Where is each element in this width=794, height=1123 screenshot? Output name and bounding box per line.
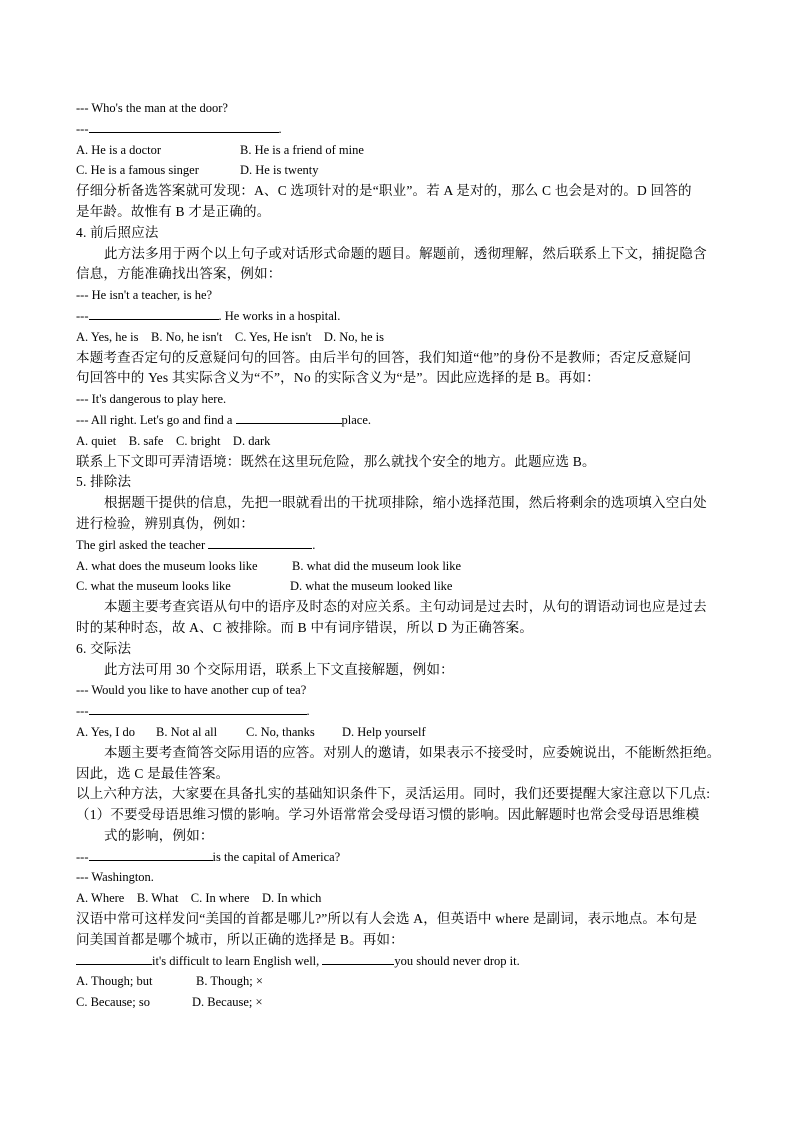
options-row [76,971,718,992]
section-heading: 4. 前后照应法 [76,224,159,240]
intro-line: 此方法多用于两个以上句子或对话形式命题的题目。解题前，透彻理解，然后联系上下文，捕捉隐含 [104,245,707,261]
options-row [76,722,718,743]
dialogue-text: . He works in a hospital. [218,308,341,323]
explanation-line: 句回答中的 Yes 其实际含义为“不”，No 的实际含义为“是”。因此应选择的是 B。再如： [76,370,600,386]
option-b: B. what did the museum look like [292,558,462,573]
intro-line: 根据题干提供的信息，先把一眼就看出的干扰项排除，缩小选择范围，然后将剩余的选项填入空白处 [104,495,707,511]
question-text: you should never drop it. [394,953,520,968]
section-heading: 6. 交际法 [76,640,132,656]
question-text: it's difficult to learn English well, [152,953,320,968]
option-a: A. He is a doctor [76,142,162,157]
explanation-line: 时的某种时态，故 A、C 被排除。而 B 中有词序错误，所以 D 为正确答案。 [76,619,534,635]
option-d: D. Help yourself [342,724,426,739]
explanation-line: 联系上下文即可弄清语境：既然在这里玩危险，那么就找个安全的地方。此题应选 B。 [76,453,596,469]
options-row: A. Where B. What C. In where D. In which [76,891,322,906]
options-row [76,160,718,181]
options-row [76,992,718,1013]
dialogue-dash: --- [76,121,89,136]
explanation-line: 本题考查否定句的反意疑问句的回答。由后半句的回答，我们知道“他”的身份不是教师；否定反意疑问 [76,349,692,365]
explanation-line: 本题主要考查宾语从句中的语序及时态的对应关系。主句动词是过去时，从句的谓语动词也应是过去 [104,599,707,615]
explanation-line: 本题主要考查简答交际用语的应答。对别人的邀请，如果表示不接受时，应委婉说出，不能断然拒绝。 [104,744,721,760]
dialogue-line: --- Would you like to have another cup of tea? [76,683,307,698]
option-a: A. Yes, I do [76,724,136,739]
question-text: The girl asked the teacher [76,537,206,552]
dialogue-line: --- It's dangerous to play here. [76,392,227,407]
summary-line: （1）不要受母语思维习惯的影响。学习外语常常会受母语习惯的影响。因此解题时也常会受母语思维模 [76,807,700,823]
explanation-line: 仔细分析备选答案就可发现：A、C 选项针对的是“职业”。若 A 是对的，那么 C 也会是对的。D 回答的 [76,183,692,199]
dialogue-answer-line [76,410,718,431]
dialogue-text: is the capital of America? [212,849,341,864]
option-c: C. Because; so [76,995,150,1010]
intro-line: 此方法可用 30 个交际用语，联系上下文直接解题，例如： [104,661,454,677]
answer-blank [89,306,219,320]
options-row [76,140,718,161]
option-b: B. Not al all [156,724,218,739]
explanation-line: 是年龄。故惟有 B 才是正确的。 [76,203,271,219]
dialogue-answer-line [76,701,718,722]
dialogue-dash: --- [76,704,89,719]
options-row: A. quiet B. safe C. bright D. dark [76,433,271,448]
option-b: B. Though; × [196,974,263,989]
dialogue-text: --- All right. Let's go and find a [76,412,233,427]
explanation-line: 因此，选 C 是最佳答案。 [76,765,230,781]
answer-blank [89,701,307,715]
dialogue-line: --- Who's the man at the door? [76,101,228,115]
option-d: D. Because; × [192,995,263,1010]
period: . [306,704,310,719]
options-row: A. Yes, he is B. No, he isn't C. Yes, He isn't D. No, he is [76,329,385,344]
option-c: C. He is a famous singer [76,163,199,178]
dialogue-line: --- Washington. [76,870,154,885]
option-a: A. Though; but [76,974,153,989]
dialogue-question-line [76,847,718,868]
dialogue-dash: --- [76,849,89,864]
answer-blank [89,119,279,133]
dialogue-text: place. [341,412,372,427]
answer-blank [208,535,312,549]
intro-line: 信息，方能准确找出答案，例如： [76,266,282,282]
option-d: D. He is twenty [240,163,319,178]
dialogue-dash: --- [76,308,89,323]
answer-blank [322,951,394,965]
option-b: B. He is a friend of mine [240,142,364,157]
dialogue-answer-line [76,306,718,327]
dialogue-line: --- He isn't a teacher, is he? [76,288,213,303]
option-d: D. what the museum looked like [290,579,453,594]
explanation-line: 问美国首都是哪个城市，所以正确的选择是 B。再如： [76,931,404,947]
intro-line: 进行检验，辨别真伪，例如： [76,515,255,531]
options-row [76,576,718,597]
period: . [278,121,282,136]
question-line [76,951,718,972]
option-c: C. what the museum looks like [76,579,231,594]
document-page [76,98,721,1013]
dialogue-answer-line [76,119,718,140]
answer-blank [89,847,213,861]
option-a: A. what does the museum looks like [76,558,258,573]
answer-blank [236,410,342,424]
summary-line: 式的影响，例如： [104,827,214,843]
explanation-line: 汉语中常可这样发问“美国的首都是哪儿?”所以有人会选 A，但英语中 where 是副词，表示地点。本句是 [76,911,698,927]
section-heading: 5. 排除法 [76,474,132,490]
option-c: C. No, thanks [246,724,315,739]
options-row [76,556,718,577]
summary-line: 以上六种方法，大家要在具备扎实的基础知识条件下，灵活运用。同时，我们还要提醒大家注意以下几点: [76,786,711,802]
period: . [312,537,316,552]
question-line [76,535,718,556]
answer-blank [76,951,152,965]
